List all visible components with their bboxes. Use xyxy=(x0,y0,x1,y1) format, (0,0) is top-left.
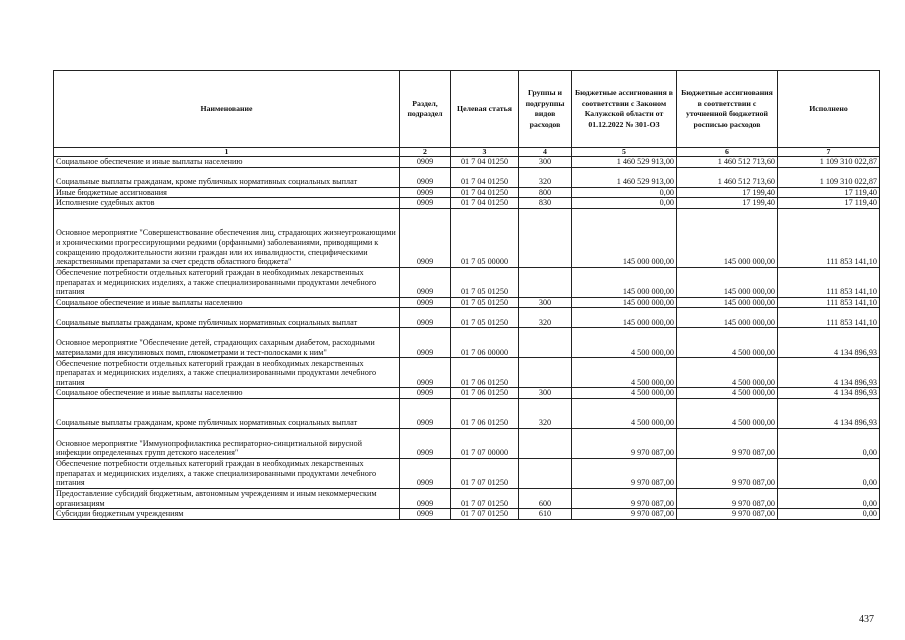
cell-law: 145 000 000,00 xyxy=(572,208,677,267)
cell-law: 9 970 087,00 xyxy=(572,458,677,488)
cell-target: 01 7 06 01250 xyxy=(451,388,519,399)
cell-executed: 4 134 896,93 xyxy=(778,358,880,388)
table-row xyxy=(54,187,880,198)
table-row xyxy=(54,297,880,308)
cell-name: Обеспечение потребности отдельных категорий граждан в необходимых лекарственных препаратах и медицинских изделиях, а также специализированными продуктами лечебного питания xyxy=(54,267,400,297)
cell-target: 01 7 05 01250 xyxy=(451,267,519,297)
cell-refined: 9 970 087,00 xyxy=(677,428,778,458)
header-refined: Бюджетные ассигнования в соответствии с уточненной бюджетной росписью расходов xyxy=(677,71,778,148)
table-row xyxy=(54,328,880,358)
cell-group: 610 xyxy=(519,509,572,520)
cell-section: 0909 xyxy=(400,308,451,328)
table-row xyxy=(54,358,880,388)
cell-group: 600 xyxy=(519,488,572,508)
cell-refined: 4 500 000,00 xyxy=(677,328,778,358)
table-row xyxy=(54,509,880,520)
cell-refined: 4 500 000,00 xyxy=(677,358,778,388)
cell-target: 01 7 04 01250 xyxy=(451,157,519,168)
table-row xyxy=(54,458,880,488)
table-row xyxy=(54,267,880,297)
cell-refined: 4 500 000,00 xyxy=(677,388,778,399)
cell-name: Предоставление субсидий бюджетным, автономным учреждениям и иным некоммерческим организациям xyxy=(54,488,400,508)
table-body xyxy=(54,157,880,520)
col-number: 5 xyxy=(572,148,677,157)
cell-target: 01 7 05 01250 xyxy=(451,297,519,308)
cell-group: 320 xyxy=(519,167,572,187)
cell-section: 0909 xyxy=(400,328,451,358)
table-row xyxy=(54,308,880,328)
cell-group: 830 xyxy=(519,198,572,209)
cell-target: 01 7 07 01250 xyxy=(451,488,519,508)
cell-section: 0909 xyxy=(400,167,451,187)
cell-group xyxy=(519,208,572,267)
cell-executed: 111 853 141,10 xyxy=(778,308,880,328)
cell-executed: 1 109 310 022,87 xyxy=(778,157,880,168)
cell-law: 0,00 xyxy=(572,187,677,198)
cell-executed: 17 119,40 xyxy=(778,187,880,198)
cell-target: 01 7 04 01250 xyxy=(451,198,519,209)
col-number: 7 xyxy=(778,148,880,157)
cell-target: 01 7 04 01250 xyxy=(451,187,519,198)
cell-section: 0909 xyxy=(400,187,451,198)
page-number: 437 xyxy=(859,614,874,625)
cell-law: 145 000 000,00 xyxy=(572,308,677,328)
header-groups: Группы и подгруппы видов расходов xyxy=(519,71,572,148)
cell-section: 0909 xyxy=(400,208,451,267)
cell-refined: 9 970 087,00 xyxy=(677,488,778,508)
cell-section: 0909 xyxy=(400,267,451,297)
table-row xyxy=(54,198,880,209)
cell-executed: 111 853 141,10 xyxy=(778,208,880,267)
budget-table xyxy=(53,70,880,520)
cell-name: Социальное обеспечение и иные выплаты населению xyxy=(54,297,400,308)
cell-target: 01 7 06 01250 xyxy=(451,398,519,428)
cell-target: 01 7 05 01250 xyxy=(451,308,519,328)
cell-executed: 0,00 xyxy=(778,509,880,520)
cell-law: 145 000 000,00 xyxy=(572,297,677,308)
cell-law: 9 970 087,00 xyxy=(572,428,677,458)
cell-section: 0909 xyxy=(400,428,451,458)
header-target: Целевая статья xyxy=(451,71,519,148)
cell-group xyxy=(519,328,572,358)
header-law: Бюджетные ассигнования в соответствии с Законом Калужской области от 01.12.2022 № 301-ОЗ xyxy=(572,71,677,148)
cell-refined: 1 460 512 713,60 xyxy=(677,167,778,187)
cell-name: Социальные выплаты гражданам, кроме публичных нормативных социальных выплат xyxy=(54,308,400,328)
cell-executed: 4 134 896,93 xyxy=(778,398,880,428)
cell-law: 4 500 000,00 xyxy=(572,398,677,428)
cell-group: 320 xyxy=(519,308,572,328)
cell-executed: 0,00 xyxy=(778,488,880,508)
cell-name: Обеспечение потребности отдельных категорий граждан в необходимых лекарственных препаратах и медицинских изделиях, а также специализированными продуктами лечебного питания xyxy=(54,458,400,488)
cell-law: 4 500 000,00 xyxy=(572,358,677,388)
cell-refined: 17 199,40 xyxy=(677,198,778,209)
cell-name: Иные бюджетные ассигнования xyxy=(54,187,400,198)
cell-target: 01 7 07 00000 xyxy=(451,428,519,458)
cell-group: 300 xyxy=(519,297,572,308)
cell-refined: 1 460 512 713,60 xyxy=(677,157,778,168)
cell-law: 9 970 087,00 xyxy=(572,488,677,508)
col-number: 2 xyxy=(400,148,451,157)
cell-law: 1 460 529 913,00 xyxy=(572,157,677,168)
cell-refined: 145 000 000,00 xyxy=(677,308,778,328)
table-row xyxy=(54,388,880,399)
cell-section: 0909 xyxy=(400,358,451,388)
cell-executed: 0,00 xyxy=(778,458,880,488)
cell-name: Исполнение судебных актов xyxy=(54,198,400,209)
header-section: Раздел, подраздел xyxy=(400,71,451,148)
cell-section: 0909 xyxy=(400,157,451,168)
cell-section: 0909 xyxy=(400,388,451,399)
col-number: 3 xyxy=(451,148,519,157)
cell-executed: 4 134 896,93 xyxy=(778,328,880,358)
budget-table-sheet xyxy=(53,70,879,520)
table-row xyxy=(54,398,880,428)
cell-section: 0909 xyxy=(400,398,451,428)
header-executed: Исполнено xyxy=(778,71,880,148)
cell-refined: 9 970 087,00 xyxy=(677,458,778,488)
cell-executed: 111 853 141,10 xyxy=(778,267,880,297)
cell-law: 4 500 000,00 xyxy=(572,388,677,399)
cell-name: Основное мероприятие "Иммунопрофилактика респираторно-синцитиальной вирусной инфекции определенных групп детского населения" xyxy=(54,428,400,458)
cell-law: 145 000 000,00 xyxy=(572,267,677,297)
col-number: 1 xyxy=(54,148,400,157)
cell-refined: 145 000 000,00 xyxy=(677,208,778,267)
cell-target: 01 7 06 00000 xyxy=(451,328,519,358)
cell-refined: 17 199,40 xyxy=(677,187,778,198)
cell-name: Социальное обеспечение и иные выплаты населению xyxy=(54,157,400,168)
cell-section: 0909 xyxy=(400,509,451,520)
cell-target: 01 7 07 01250 xyxy=(451,509,519,520)
cell-name: Социальные выплаты гражданам, кроме публичных нормативных социальных выплат xyxy=(54,398,400,428)
cell-section: 0909 xyxy=(400,488,451,508)
cell-law: 4 500 000,00 xyxy=(572,328,677,358)
cell-law: 1 460 529 913,00 xyxy=(572,167,677,187)
cell-group xyxy=(519,458,572,488)
cell-name: Социальные выплаты гражданам, кроме публичных нормативных социальных выплат xyxy=(54,167,400,187)
cell-group xyxy=(519,267,572,297)
cell-refined: 145 000 000,00 xyxy=(677,267,778,297)
table-row xyxy=(54,488,880,508)
cell-name: Субсидии бюджетным учреждениям xyxy=(54,509,400,520)
cell-section: 0909 xyxy=(400,198,451,209)
cell-group: 320 xyxy=(519,398,572,428)
cell-group: 800 xyxy=(519,187,572,198)
col-number: 4 xyxy=(519,148,572,157)
cell-refined: 9 970 087,00 xyxy=(677,509,778,520)
table-row xyxy=(54,428,880,458)
cell-name: Основное мероприятие "Обеспечение детей, страдающих сахарным диабетом, расходными материалами для инсулиновых помп, глюкометрами и тест-полосками к ним" xyxy=(54,328,400,358)
cell-executed: 0,00 xyxy=(778,428,880,458)
header-name: Наименование xyxy=(54,71,400,148)
cell-target: 01 7 07 01250 xyxy=(451,458,519,488)
table-row xyxy=(54,157,880,168)
cell-group: 300 xyxy=(519,157,572,168)
cell-law: 0,00 xyxy=(572,198,677,209)
cell-target: 01 7 06 01250 xyxy=(451,358,519,388)
cell-refined: 145 000 000,00 xyxy=(677,297,778,308)
cell-name: Основное мероприятие "Совершенствование обеспечения лиц, страдающих жизнеугрожающими и хроническими прогрессирующими редкими (орфанными) заболеваниями, приводящими к сокращению продолжительности жизни граждан или их инвалидности, специфическими лекарственными препаратами за счет средств областного бюджета" xyxy=(54,208,400,267)
cell-executed: 17 119,40 xyxy=(778,198,880,209)
col-number: 6 xyxy=(677,148,778,157)
cell-executed: 111 853 141,10 xyxy=(778,297,880,308)
table-row xyxy=(54,167,880,187)
cell-group xyxy=(519,358,572,388)
cell-group: 300 xyxy=(519,388,572,399)
cell-section: 0909 xyxy=(400,297,451,308)
cell-name: Социальное обеспечение и иные выплаты населению xyxy=(54,388,400,399)
cell-executed: 1 109 310 022,87 xyxy=(778,167,880,187)
table-row xyxy=(54,208,880,267)
cell-group xyxy=(519,428,572,458)
cell-section: 0909 xyxy=(400,458,451,488)
cell-refined: 4 500 000,00 xyxy=(677,398,778,428)
cell-name: Обеспечение потребности отдельных категорий граждан в необходимых лекарственных препаратах и медицинских изделиях, а также специализированными продуктами лечебного питания xyxy=(54,358,400,388)
cell-target: 01 7 04 01250 xyxy=(451,167,519,187)
column-numbers-row xyxy=(54,148,880,157)
cell-target: 01 7 05 00000 xyxy=(451,208,519,267)
cell-executed: 4 134 896,93 xyxy=(778,388,880,399)
cell-law: 9 970 087,00 xyxy=(572,509,677,520)
